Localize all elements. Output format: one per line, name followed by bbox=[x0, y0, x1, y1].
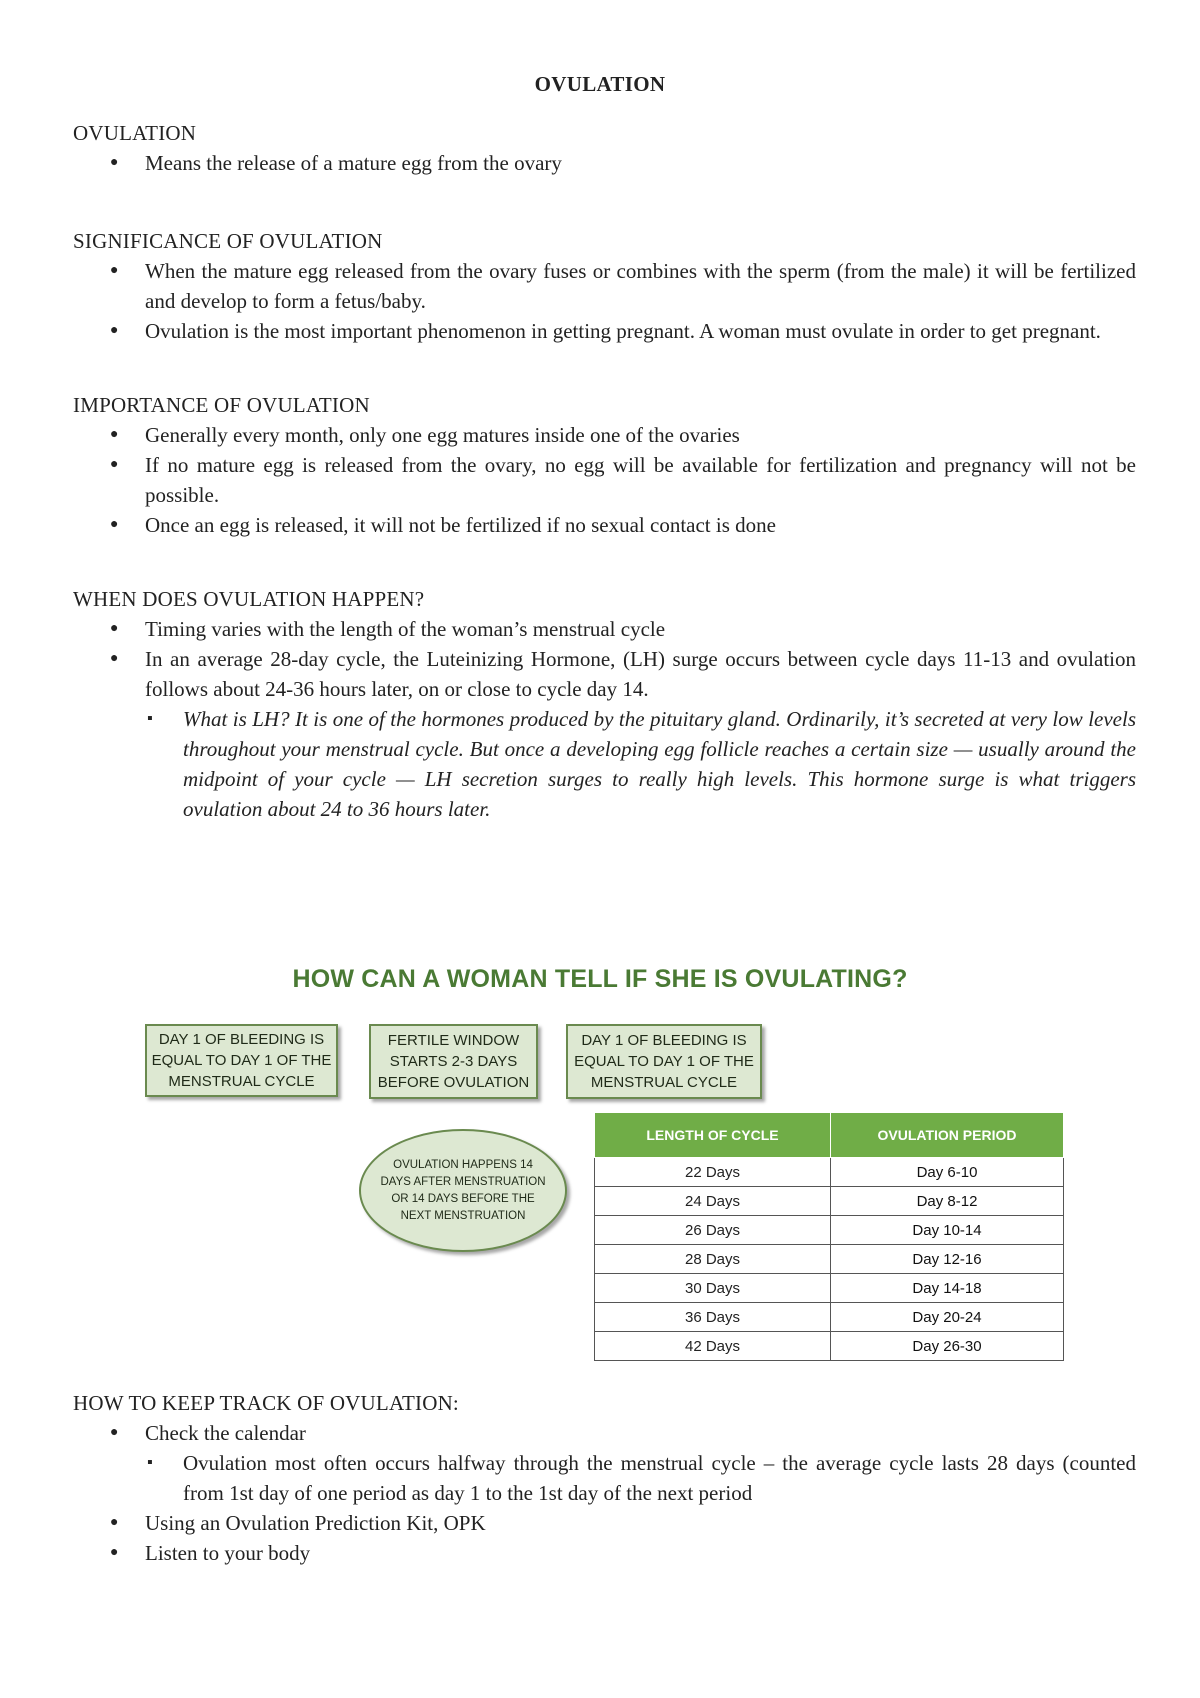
section-heading: IMPORTANCE OF OVULATION bbox=[73, 393, 370, 417]
bullet-list bbox=[73, 256, 1136, 346]
list-item bbox=[73, 1418, 1136, 1508]
bullet-list bbox=[73, 148, 1136, 178]
list-item: ● If no mature egg is released from the ovary, no egg will be available for fertilization and pregnancy will not be possible. bbox=[73, 450, 1136, 510]
table-row bbox=[595, 1332, 1064, 1361]
table-cell: 30 Days bbox=[595, 1274, 831, 1303]
list-item: ● Listen to your body bbox=[73, 1538, 1136, 1568]
section-heading: OVULATION bbox=[73, 121, 197, 145]
list-item-text: In an average 28-day cycle, the Luteinizing Hormone, (LH) surge occurs between cycle days 11-13 and ovulation follows about 24-36 hours later, on or close to cycle day 14. bbox=[145, 647, 1136, 701]
table-cell: Day 14-18 bbox=[831, 1274, 1064, 1303]
table-cell: Day 26-30 bbox=[831, 1332, 1064, 1361]
list-item: ● Means the release of a mature egg from the ovary bbox=[73, 148, 1136, 178]
list-item: ● Timing varies with the length of the woman’s menstrual cycle bbox=[73, 614, 1136, 644]
bullet-list bbox=[73, 1418, 1136, 1568]
sub-list-item: ▪ What is LH? It is one of the hormones produced by the pituitary gland. Ordinarily, it’s secreted at very low levels throughout your menstrual cycle. But once a developing egg follicle reaches a certain size — usually around the midpoint of your cycle — LH secretion surges to really high levels. This hormone surge is what triggers ovulation about 24 to 36 hours later. bbox=[145, 704, 1136, 824]
info-box-day-one: DAY 1 OF BLEEDING IS EQUAL TO DAY 1 OF THE MENSTRUAL CYCLE bbox=[145, 1024, 338, 1097]
page-title: OVULATION bbox=[534, 72, 666, 96]
info-box-day-one-repeat: DAY 1 OF BLEEDING IS EQUAL TO DAY 1 OF THE MENSTRUAL CYCLE bbox=[566, 1024, 762, 1099]
table-cell: 26 Days bbox=[595, 1216, 831, 1245]
list-item: ● Generally every month, only one egg matures inside one of the ovaries bbox=[73, 420, 1136, 450]
sub-bullet-list bbox=[145, 1448, 1136, 1508]
table-row bbox=[595, 1216, 1064, 1245]
table-row bbox=[595, 1274, 1064, 1303]
section-heading: WHEN DOES OVULATION HAPPEN? bbox=[73, 587, 425, 611]
table-row bbox=[595, 1187, 1064, 1216]
document-body bbox=[73, 118, 1136, 824]
table-cell: Day 10-14 bbox=[831, 1216, 1064, 1245]
table-cell: 22 Days bbox=[595, 1158, 831, 1187]
table-header-row bbox=[595, 1113, 1064, 1158]
bullet-list bbox=[73, 614, 1136, 824]
table-row bbox=[595, 1303, 1064, 1332]
column-header: LENGTH OF CYCLE bbox=[595, 1113, 831, 1158]
table-cell: 28 Days bbox=[595, 1245, 831, 1274]
table-cell: 36 Days bbox=[595, 1303, 831, 1332]
tracking-section bbox=[73, 1388, 1136, 1568]
table-cell: Day 6-10 bbox=[831, 1158, 1064, 1187]
infographic-title: HOW CAN A WOMAN TELL IF SHE IS OVULATING? bbox=[292, 965, 908, 993]
cycle-table bbox=[594, 1112, 1064, 1361]
info-ellipse: OVULATION HAPPENS 14 DAYS AFTER MENSTRUATION OR 14 DAYS BEFORE THE NEXT MENSTRUATION bbox=[359, 1129, 567, 1252]
list-item: ● Ovulation is the most important phenomenon in getting pregnant. A woman must ovulate in order to get pregnant. bbox=[73, 316, 1136, 346]
info-box-fertile-window: FERTILE WINDOW STARTS 2-3 DAYS BEFORE OVULATION bbox=[369, 1024, 538, 1099]
list-item: ● Using an Ovulation Prediction Kit, OPK bbox=[73, 1508, 1136, 1538]
sub-list-item: ▪ Ovulation most often occurs halfway through the menstrual cycle – the average cycle lasts 28 days (counted from 1st day of one period as day 1 to the 1st day of the next period bbox=[145, 1448, 1136, 1508]
table-cell: 24 Days bbox=[595, 1187, 831, 1216]
table-cell: Day 12-16 bbox=[831, 1245, 1064, 1274]
list-item: ● When the mature egg released from the ovary fuses or combines with the sperm (from the male) it will be fertilized and develop to form a fetus/baby. bbox=[73, 256, 1136, 316]
sub-bullet-list bbox=[145, 704, 1136, 824]
column-header: OVULATION PERIOD bbox=[831, 1113, 1064, 1158]
table-cell: Day 8-12 bbox=[831, 1187, 1064, 1216]
table-cell: 42 Days bbox=[595, 1332, 831, 1361]
list-item bbox=[73, 644, 1136, 824]
table-row bbox=[595, 1245, 1064, 1274]
bullet-list bbox=[73, 420, 1136, 540]
list-item: ● Once an egg is released, it will not be fertilized if no sexual contact is done bbox=[73, 510, 1136, 540]
table-cell: Day 20-24 bbox=[831, 1303, 1064, 1332]
section-heading: SIGNIFICANCE OF OVULATION bbox=[73, 229, 383, 253]
list-item-text: Check the calendar bbox=[145, 1421, 306, 1445]
section-heading: HOW TO KEEP TRACK OF OVULATION: bbox=[73, 1391, 459, 1415]
table-row bbox=[595, 1158, 1064, 1187]
